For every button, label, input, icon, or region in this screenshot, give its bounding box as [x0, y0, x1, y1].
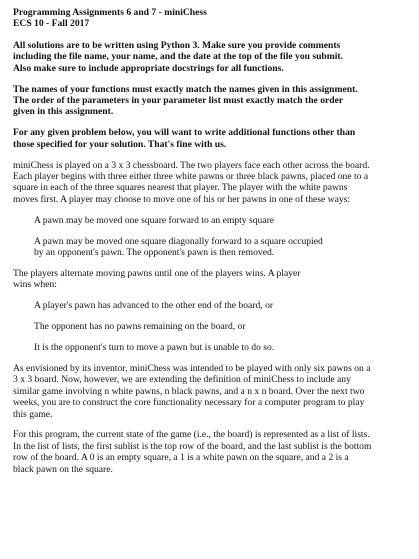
text-line: miniChess is played on a 3 x 3 chessboard. The two players face each other across the board. [13, 159, 370, 171]
text-line: wins when: [13, 279, 57, 291]
course-label: ECS 10 - Fall 2017 [13, 18, 90, 30]
win-condition-no-pawns [34, 321, 409, 332]
assignment-title: Programming Assignments 6 and 7 - miniChess [13, 7, 207, 18]
text-line: moves first. A player may choose to move one of his or her pawns in one of these ways: [13, 193, 351, 205]
text-line: given in this assignment. [13, 106, 114, 118]
text-line: As envisioned by its inventor, miniChess was intended to be played with only six pawns on a [13, 362, 371, 374]
text-line: this game. [13, 408, 53, 420]
text-line: It is the opponent's turn to move a pawn but is unable to do so. [34, 342, 275, 354]
text-line: 3 x 3 board. Now, however, we are extending the definition of miniChess to include any [13, 374, 351, 386]
move-rule-diagonal [34, 236, 409, 259]
text-line: A player's pawn has advanced to the other end of the board, or [34, 300, 274, 312]
text-line: A pawn may be moved one square diagonally forward to a square occupied [34, 235, 323, 247]
text-line: Each player begins with three either three white pawns or three black pawns, placed one to a [13, 170, 369, 182]
text-line: row of the board. A 0 is an empty square, a 1 is a white pawn on the square, and a 2 is a [13, 452, 349, 464]
intro-paragraph [13, 160, 409, 206]
extension-paragraph [13, 363, 409, 420]
text-line: similar game involving n white pawns, n black pawns, and a n x n board. Over the next two [13, 385, 365, 397]
text-line: Also make sure to include appropriate docstrings for all functions. [13, 62, 284, 74]
alternate-paragraph [13, 268, 409, 291]
text-line: by an opponent's pawn. The opponent's pawn is then removed. [34, 247, 275, 258]
text-line: In the list of lists, the first sublist is the top row of the board, and the last sublist is the bottom [13, 440, 372, 452]
instructions-additional-functions [13, 127, 409, 150]
text-line: The players alternate moving pawns until one of the players wins. A player [13, 267, 301, 279]
text-line: All solutions are to be written using Python 3. Make sure you provide comments [13, 39, 341, 51]
text-line: weeks, you are to construct the core functionality necessary for a computer program to play [13, 397, 365, 409]
text-line: those specified for your solution. That's fine with us. [13, 138, 227, 150]
move-rule-forward [34, 215, 409, 226]
representation-paragraph [13, 429, 409, 475]
text-line: square in each of the three squares nearest that player. The player with the white pawns [13, 182, 348, 194]
text-line: A pawn may be moved one square forward to an empty square [34, 214, 275, 226]
text-line: For this program, the current state of the game (i.e., the board) is represented as a list of lists. [13, 429, 370, 441]
win-condition-no-move [34, 342, 409, 353]
text-line: The order of the parameters in your parameter list must exactly match the order [13, 94, 344, 106]
instructions-python3 [13, 40, 409, 74]
win-condition-advance [34, 300, 409, 311]
document-header [13, 7, 409, 30]
instructions-names [13, 84, 409, 118]
text-line: The opponent has no pawns remaining on the board, or [34, 321, 246, 333]
text-line: black pawn on the square. [13, 463, 113, 475]
text-line: including the file name, your name, and the date at the top of the file you submit. [13, 51, 344, 63]
text-line: The names of your functions must exactly match the names given in this assignment. [13, 83, 358, 95]
text-line: For any given problem below, you will want to write additional functions other than [13, 127, 356, 139]
